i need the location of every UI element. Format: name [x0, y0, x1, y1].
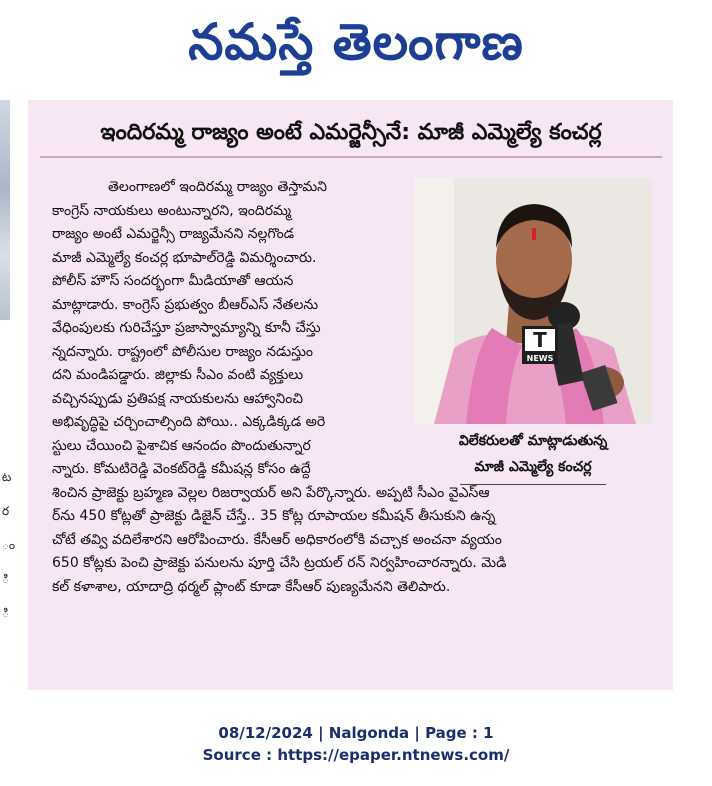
body-line: వేధింపులకు గురిచేస్తూ ప్రజాస్వామ్యాన్ని కూనీ చేస్తు: [52, 320, 321, 336]
body-line: స్టులు చేయించి పైశాచిక ఆనందం పొందుతున్నార: [52, 437, 311, 454]
caption-underline: [460, 484, 606, 485]
mic-logo-letter: T: [533, 328, 547, 352]
body-line: మాట్లాడారు. కాంగ్రెస్ ప్రభుత్వం బీఆర్ఎస్ నేతలను: [52, 296, 319, 313]
edge-mark: ి: [2, 606, 9, 620]
body-line: న్నదన్నారు. రాష్ట్రంలో పోలీసుల రాజ్యం నడుస్తుం: [52, 343, 314, 360]
body-line: కాంగ్రెస్ నాయకులు అంటున్నారని, ఇందిరమ్మ: [52, 202, 292, 219]
body-line: తెలంగాణలో ఇందిరమ్మ రాజ్యం తెస్తామని: [108, 179, 328, 195]
edge-mark: ి: [2, 572, 9, 586]
body-line: అభివృద్ధిపై చర్చించాల్సింది పోయి.. ఎక్కడిక్కడ అరె: [52, 414, 326, 430]
edge-mark: ం: [2, 538, 16, 552]
adjacent-clipping-image-edge: [0, 100, 10, 320]
adjacent-column-edge: [2, 460, 16, 630]
body-line: ర్‌ను 450 కోట్లతో ప్రాజెక్టు డిజైన్ చేస్తే.. 35 కోట్ల రూపాయల కమీషన్ తీసుకుని ఉన్న: [52, 508, 496, 524]
body-line: కల్ కళాశాల, యాదాద్రి థర్మల్ ప్లాంట్ కూడా కేసీఆర్ పుణ్యమేనని తెలిపారు.: [52, 578, 451, 595]
article-body-full-width: [52, 482, 662, 600]
photo-caption: [414, 428, 652, 480]
speaker-portrait-illustration: [414, 178, 652, 424]
body-line: వచ్చినప్పుడు ప్రతిపక్ష నాయకులను ఆహ్వానించి: [52, 390, 304, 407]
article-photo: [414, 178, 652, 424]
body-line: శించిన ప్రాజెక్టు బ్రహ్మణ వెల్లల రిజర్వాయర్ అని పేర్కొన్నారు. అప్పటి సీఎం వైఎస్ఆ: [52, 484, 490, 501]
clipping-meta: 08/12/2024 | Nalgonda | Page : 1: [218, 724, 494, 742]
caption-line: విలేకరులతో మాట్లాడుతున్న: [458, 433, 608, 449]
body-line: మాజీ ఎమ్మెల్యే కంచర్ల భూపాల్‌రెడ్డి విమర్శించారు.: [52, 249, 317, 266]
body-line: పోలీస్ హౌస్ సందర్భంగా మీడియాతో ఆయన: [52, 273, 294, 289]
body-line: న్నారు. కోమటిరెడ్డి వెంకట్‌రెడ్డి కమీషన్ల కోసం ఉద్దే: [52, 461, 311, 477]
edge-mark: ర: [2, 504, 10, 518]
mic-logo-text: NEWS: [526, 354, 554, 363]
clipping-source: Source : https://epaper.ntnews.com/: [202, 746, 510, 764]
body-line: 650 కోట్లకు పెంచి ప్రాజెక్టు పనులను పూర్తి చేసి ట్రయల్ రన్ నిర్వహించారన్నారు. మెడి: [52, 555, 507, 571]
edge-mark: ట: [2, 470, 12, 484]
body-line: చోటే తవ్వి వదిలేశారని ఆరోపించారు. కేసీఆర్ అధికారంలోకి వచ్చాక అంచనా వ్యయం: [52, 531, 502, 548]
body-line: రాజ్యం అంటే ఎమర్జెన్సీ రాజ్యమేనని నల్లగొండ: [52, 226, 295, 242]
body-line: దని మండిపడ్డారు. జిల్లాకు సీఎం వంటి వ్యక్తులు: [52, 367, 304, 383]
caption-line: మాజీ ఎమ్మెల్యే కంచర్ల: [474, 459, 592, 475]
article-headline: ఇందిరమ్మ రాజ్యం అంటే ఎమర్జెన్సీనే: మాజీ ఎమ్మెల్యే కంచర్ల: [40, 110, 662, 158]
newspaper-masthead: నమస్తే తెలంగాణ: [188, 12, 524, 71]
news-clipping: [28, 100, 673, 690]
